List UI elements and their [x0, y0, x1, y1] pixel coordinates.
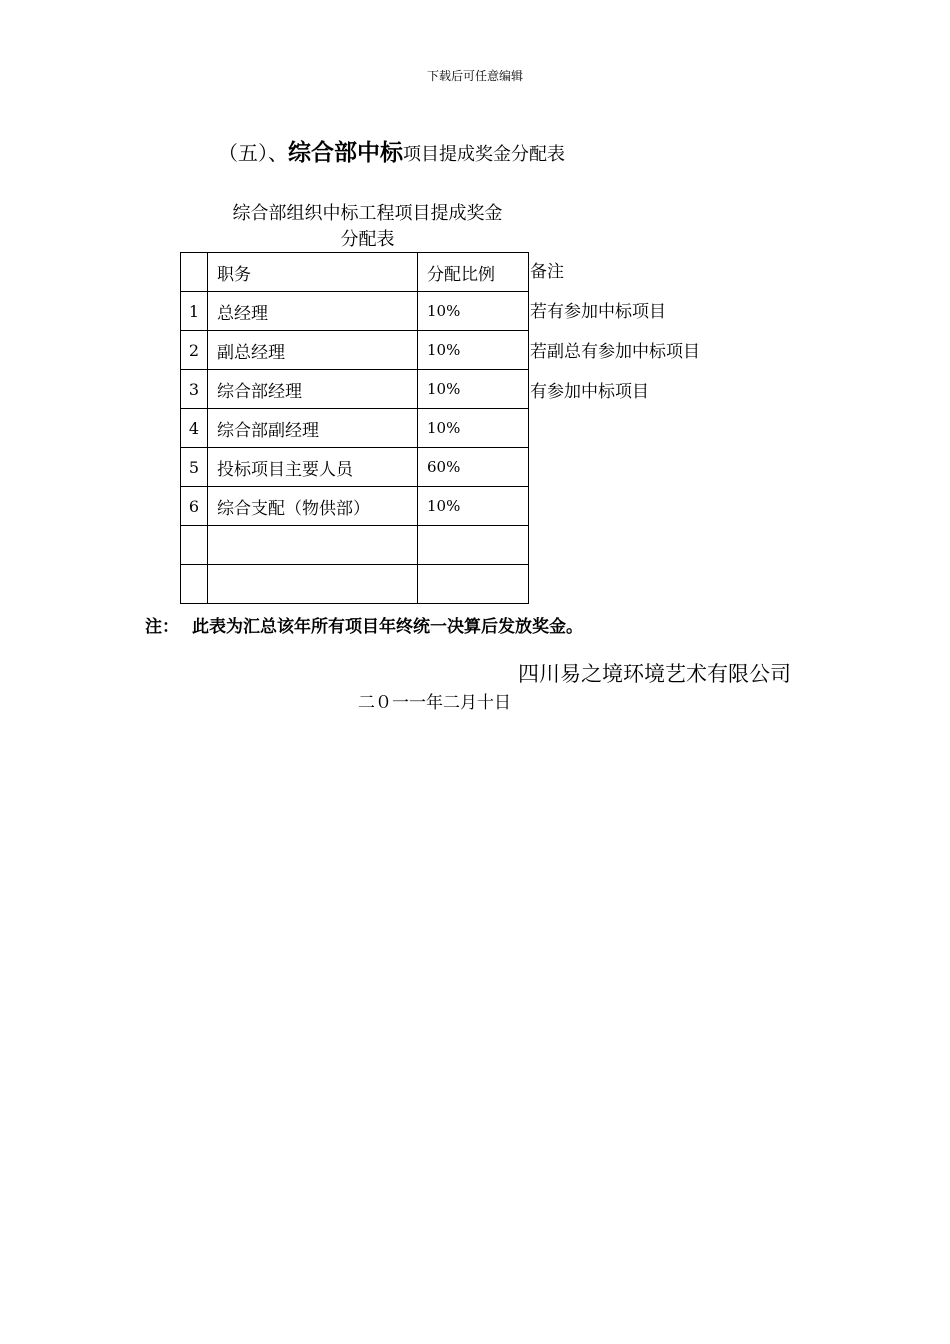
row-num: 1: [181, 292, 208, 331]
remark-text: [530, 452, 700, 492]
note-text: 此表为汇总该年所有项目年终统一决算后发放奖金。: [192, 617, 583, 637]
row-ratio: [418, 565, 529, 604]
row-num: 6: [181, 487, 208, 526]
table-caption-line2: 分配表: [340, 229, 395, 250]
row-position: [208, 526, 418, 565]
row-position: 综合支配（物供部）: [208, 487, 418, 526]
table-row: [181, 292, 529, 331]
table-row: [181, 526, 529, 565]
row-num: [181, 526, 208, 565]
header-num: [181, 253, 208, 292]
document-date: 二０一一年二月十日: [358, 693, 511, 713]
table-row: [181, 448, 529, 487]
row-num: 2: [181, 331, 208, 370]
row-position: 综合部副经理: [208, 409, 418, 448]
row-ratio: 60%: [418, 448, 529, 487]
remark-header: 备注: [530, 262, 564, 282]
remarks-column: [530, 252, 700, 532]
section-title-prefix: （五）、: [218, 141, 288, 165]
remark-text: 有参加中标项目: [530, 382, 649, 402]
table-row: [181, 487, 529, 526]
header-note: 下载后可任意编辑: [426, 69, 523, 83]
row-num: 3: [181, 370, 208, 409]
row-ratio: 10%: [418, 292, 529, 331]
remark-text: [530, 412, 700, 452]
table-caption: [210, 201, 525, 253]
section-title-rest: 项目提成奖金分配表: [403, 144, 565, 165]
table-header-row: [181, 253, 529, 292]
row-position: 副总经理: [208, 331, 418, 370]
allocation-table: [180, 252, 529, 604]
row-num: [181, 565, 208, 604]
row-position: 综合部经理: [208, 370, 418, 409]
section-title-bold: 综合部中标: [288, 140, 403, 166]
row-num: 5: [181, 448, 208, 487]
row-ratio: 10%: [418, 487, 529, 526]
row-position: 投标项目主要人员: [208, 448, 418, 487]
table-row: [181, 409, 529, 448]
table-note: [145, 612, 583, 637]
row-ratio: 10%: [418, 331, 529, 370]
company-name: 四川易之境环境艺术有限公司: [518, 662, 791, 686]
remark-text: 若副总有参加中标项目: [530, 342, 700, 362]
row-ratio: 10%: [418, 409, 529, 448]
table-caption-line1: 综合部组织中标工程项目提成奖金: [232, 203, 503, 224]
row-num: 4: [181, 409, 208, 448]
section-title: [218, 134, 565, 167]
row-ratio: [418, 526, 529, 565]
table-row: [181, 331, 529, 370]
table-row: [181, 565, 529, 604]
row-position: [208, 565, 418, 604]
table-row: [181, 370, 529, 409]
note-label: 注：: [145, 617, 179, 637]
remark-text: 若有参加中标项目: [530, 302, 666, 322]
header-ratio: 分配比例: [418, 253, 529, 292]
remark-text: [530, 492, 700, 532]
row-position: 总经理: [208, 292, 418, 331]
row-ratio: 10%: [418, 370, 529, 409]
header-position: 职务: [208, 253, 418, 292]
